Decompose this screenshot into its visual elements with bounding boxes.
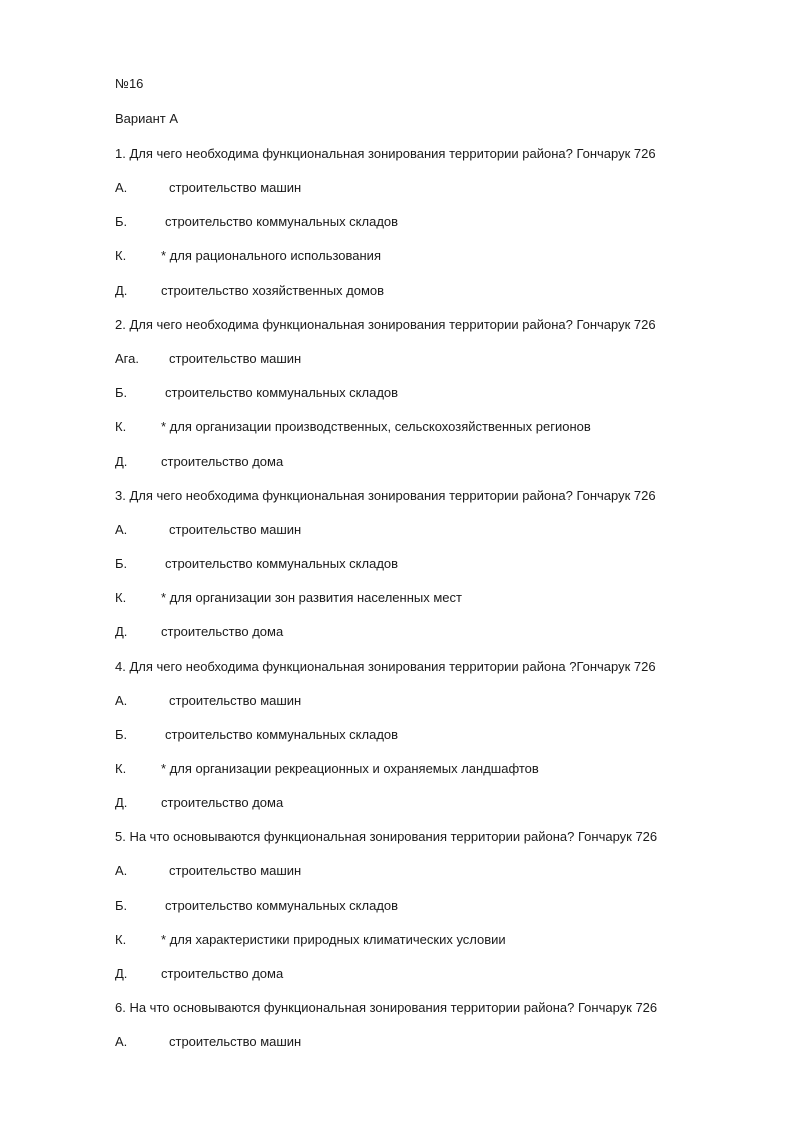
answer-option — [115, 417, 591, 437]
question-text: 6. На что основываются функциональная зонирования территории района? Гончарук 726 — [115, 1000, 658, 1015]
answer-option — [115, 861, 301, 881]
answer-option — [115, 281, 384, 301]
answer-option — [115, 930, 506, 950]
option-text: строительство коммунальных складов — [165, 214, 399, 229]
question-text: 5. На что основываются функциональная зонирования территории района? Гончарук 726 — [115, 829, 658, 844]
answer-option — [115, 725, 398, 745]
option-text: строительство хозяйственных домов — [161, 283, 385, 298]
option-marker: А. — [115, 522, 128, 537]
answer-option — [115, 691, 301, 711]
option-marker: А. — [115, 180, 128, 195]
option-marker: Б. — [115, 385, 128, 400]
answer-option — [115, 212, 398, 232]
question-text: 3. Для чего необходима функциональная зонирования территории района? Гончарук 726 — [115, 488, 656, 503]
answer-option — [115, 246, 381, 266]
option-marker: Ага. — [115, 351, 139, 366]
option-marker: К. — [115, 248, 127, 263]
option-text: * для организации рекреационных и охраняемых ландшафтов — [161, 761, 539, 776]
answer-option — [115, 588, 462, 608]
question-text: 2. Для чего необходима функциональная зонирования территории района? Гончарук 726 — [115, 317, 656, 332]
option-marker: К. — [115, 419, 127, 434]
option-marker: Б. — [115, 898, 128, 913]
option-marker: Д. — [115, 966, 128, 981]
document-number: №16 — [115, 76, 144, 91]
option-text: строительство коммунальных складов — [165, 385, 399, 400]
answer-option — [115, 520, 301, 540]
question-text: 1. Для чего необходима функциональная зонирования территории района? Гончарук 726 — [115, 146, 656, 161]
option-text: строительство машин — [169, 863, 302, 878]
option-text: строительство машин — [169, 522, 302, 537]
answer-option — [115, 178, 301, 198]
option-text: строительство машин — [169, 1034, 302, 1049]
option-text: строительство коммунальных складов — [165, 727, 399, 742]
option-text: строительство машин — [169, 693, 302, 708]
option-text: строительство машин — [169, 180, 302, 195]
answer-option — [115, 1032, 301, 1052]
question-text: 4. Для чего необходима функциональная зонирования территории района ?Гончарук 726 — [115, 659, 656, 674]
option-text: * для характеристики природных климатических условии — [161, 932, 506, 947]
option-marker: К. — [115, 761, 127, 776]
variant-title: Вариант А — [115, 111, 179, 126]
option-text: * для организации производственных, сельскохозяйственных регионов — [161, 419, 591, 434]
option-text: строительство дома — [161, 454, 284, 469]
option-text: * для рационального использования — [161, 248, 381, 263]
answer-option — [115, 964, 283, 984]
option-text: строительство коммунальных складов — [165, 898, 399, 913]
option-text: строительство дома — [161, 795, 284, 810]
option-marker: А. — [115, 1034, 128, 1049]
option-marker: К. — [115, 932, 127, 947]
answer-option — [115, 896, 398, 916]
option-text: строительство дома — [161, 966, 284, 981]
option-text: строительство машин — [169, 351, 302, 366]
answer-option — [115, 383, 398, 403]
answer-option — [115, 759, 539, 779]
option-text: строительство дома — [161, 624, 284, 639]
option-marker: Д. — [115, 454, 128, 469]
option-text: * для организации зон развития населенных мест — [161, 590, 462, 605]
answer-option — [115, 554, 398, 574]
answer-option — [115, 349, 301, 369]
option-marker: Б. — [115, 727, 128, 742]
option-marker: А. — [115, 863, 128, 878]
answer-option — [115, 793, 283, 813]
answer-option — [115, 452, 283, 472]
option-text: строительство коммунальных складов — [165, 556, 399, 571]
option-marker: Д. — [115, 795, 128, 810]
option-marker: А. — [115, 693, 128, 708]
option-marker: Б. — [115, 214, 128, 229]
option-marker: Б. — [115, 556, 128, 571]
option-marker: Д. — [115, 283, 128, 298]
answer-option — [115, 622, 283, 642]
option-marker: К. — [115, 590, 127, 605]
option-marker: Д. — [115, 624, 128, 639]
